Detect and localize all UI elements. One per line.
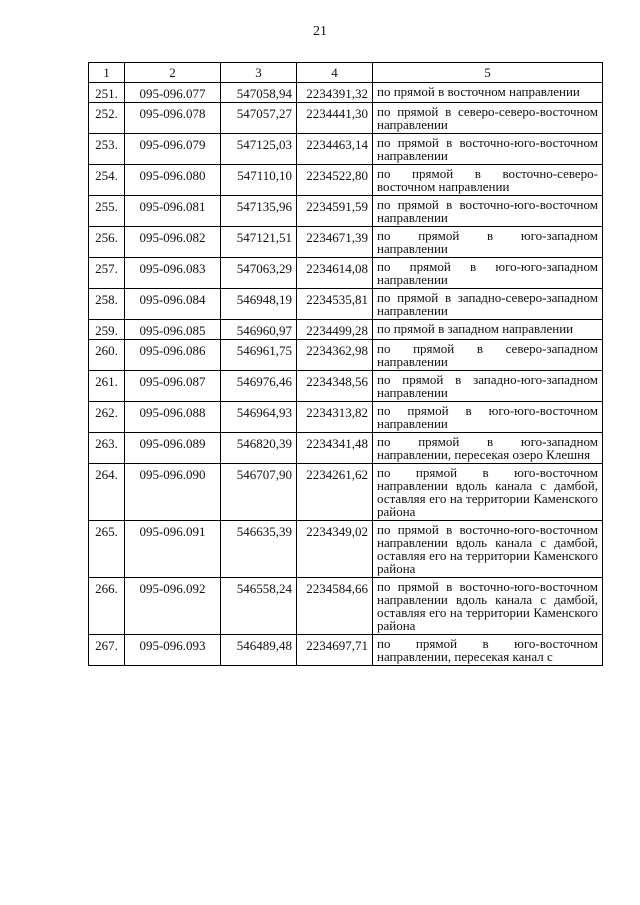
table-row [89, 165, 603, 196]
column-header: 3 [221, 63, 297, 83]
table-row [89, 134, 603, 165]
point-id: 095-096.080 [125, 165, 221, 196]
coordinate-y: 2234499,28 [297, 320, 373, 340]
table-header-row [89, 63, 603, 83]
coordinate-y: 2234391,32 [297, 83, 373, 103]
coordinate-y: 2234535,81 [297, 289, 373, 320]
coordinate-y: 2234614,08 [297, 258, 373, 289]
table-row [89, 402, 603, 433]
coordinates-table [88, 62, 603, 666]
row-number: 265. [89, 521, 125, 578]
direction-description: по прямой в восточно-юго-восточном направлении [373, 134, 603, 165]
coordinate-x: 546707,90 [221, 464, 297, 521]
row-number: 267. [89, 635, 125, 666]
row-number: 258. [89, 289, 125, 320]
coordinate-x: 546820,39 [221, 433, 297, 464]
point-id: 095-096.078 [125, 103, 221, 134]
table-row [89, 83, 603, 103]
coordinate-y: 2234697,71 [297, 635, 373, 666]
point-id: 095-096.083 [125, 258, 221, 289]
coordinate-y: 2234362,98 [297, 340, 373, 371]
point-id: 095-096.090 [125, 464, 221, 521]
point-id: 095-096.079 [125, 134, 221, 165]
table-row [89, 433, 603, 464]
point-id: 095-096.092 [125, 578, 221, 635]
coordinate-x: 546635,39 [221, 521, 297, 578]
coordinate-x: 546960,97 [221, 320, 297, 340]
table-row [89, 521, 603, 578]
coordinate-x: 547057,27 [221, 103, 297, 134]
coordinate-x: 546961,75 [221, 340, 297, 371]
coordinate-y: 2234591,59 [297, 196, 373, 227]
row-number: 264. [89, 464, 125, 521]
coordinate-x: 546558,24 [221, 578, 297, 635]
point-id: 095-096.086 [125, 340, 221, 371]
table-row [89, 635, 603, 666]
column-header: 2 [125, 63, 221, 83]
column-header: 1 [89, 63, 125, 83]
coordinate-x: 546976,46 [221, 371, 297, 402]
direction-description: по прямой в юго-юго-восточном направлении [373, 402, 603, 433]
direction-description: по прямой в восточно-юго-восточном направлении [373, 196, 603, 227]
direction-description: по прямой в юго-западном направлении [373, 227, 603, 258]
table-row [89, 371, 603, 402]
direction-description: по прямой в западно-юго-западном направлении [373, 371, 603, 402]
coordinate-y: 2234463,14 [297, 134, 373, 165]
row-number: 252. [89, 103, 125, 134]
table-row [89, 578, 603, 635]
row-number: 260. [89, 340, 125, 371]
coordinate-y: 2234348,56 [297, 371, 373, 402]
table-row [89, 227, 603, 258]
direction-description: по прямой в юго-западном направлении, пересекая озеро Клешня [373, 433, 603, 464]
table-row [89, 258, 603, 289]
row-number: 257. [89, 258, 125, 289]
coordinate-x: 546489,48 [221, 635, 297, 666]
coordinate-y: 2234349,02 [297, 521, 373, 578]
point-id: 095-096.089 [125, 433, 221, 464]
direction-description: по прямой в восточно-юго-восточном направлении вдоль канала с дамбой, оставляя его на территории Каменского района [373, 578, 603, 635]
coordinate-x: 547058,94 [221, 83, 297, 103]
point-id: 095-096.081 [125, 196, 221, 227]
column-header: 4 [297, 63, 373, 83]
table-row [89, 289, 603, 320]
point-id: 095-096.087 [125, 371, 221, 402]
point-id: 095-096.085 [125, 320, 221, 340]
coordinate-y: 2234261,62 [297, 464, 373, 521]
row-number: 254. [89, 165, 125, 196]
direction-description: по прямой в юго-восточном направлении вдоль канала с дамбой, оставляя его на территории Каменского района [373, 464, 603, 521]
point-id: 095-096.091 [125, 521, 221, 578]
direction-description: по прямой в северо-западном направлении [373, 340, 603, 371]
row-number: 255. [89, 196, 125, 227]
coordinate-y: 2234522,80 [297, 165, 373, 196]
coordinate-x: 547110,10 [221, 165, 297, 196]
coordinate-y: 2234313,82 [297, 402, 373, 433]
table-row [89, 196, 603, 227]
row-number: 256. [89, 227, 125, 258]
direction-description: по прямой в западном направлении [373, 320, 603, 340]
row-number: 251. [89, 83, 125, 103]
coordinate-x: 547063,29 [221, 258, 297, 289]
point-id: 095-096.077 [125, 83, 221, 103]
coordinate-x: 546964,93 [221, 402, 297, 433]
coordinate-y: 2234441,30 [297, 103, 373, 134]
point-id: 095-096.088 [125, 402, 221, 433]
coordinate-x: 547121,51 [221, 227, 297, 258]
point-id: 095-096.093 [125, 635, 221, 666]
table-row [89, 103, 603, 134]
row-number: 262. [89, 402, 125, 433]
coordinate-x: 547125,03 [221, 134, 297, 165]
direction-description: по прямой в западно-северо-западном направлении [373, 289, 603, 320]
coordinate-x: 547135,96 [221, 196, 297, 227]
table-row [89, 340, 603, 371]
direction-description: по прямой в юго-восточном направлении, пересекая канал с [373, 635, 603, 666]
page-number: 21 [313, 24, 327, 39]
row-number: 261. [89, 371, 125, 402]
coordinate-y: 2234584,66 [297, 578, 373, 635]
coordinate-x: 546948,19 [221, 289, 297, 320]
direction-description: по прямой в северо-северо-восточном направлении [373, 103, 603, 134]
row-number: 259. [89, 320, 125, 340]
direction-description: по прямой в восточно-северо-восточном направлении [373, 165, 603, 196]
row-number: 253. [89, 134, 125, 165]
column-header: 5 [373, 63, 603, 83]
direction-description: по прямой в восточном направлении [373, 83, 603, 103]
direction-description: по прямой в юго-юго-западном направлении [373, 258, 603, 289]
table-row [89, 464, 603, 521]
row-number: 266. [89, 578, 125, 635]
coordinate-y: 2234671,39 [297, 227, 373, 258]
row-number: 263. [89, 433, 125, 464]
point-id: 095-096.082 [125, 227, 221, 258]
point-id: 095-096.084 [125, 289, 221, 320]
coordinate-y: 2234341,48 [297, 433, 373, 464]
table-row [89, 320, 603, 340]
direction-description: по прямой в восточно-юго-восточном направлении вдоль канала с дамбой, оставляя его на территории Каменского района [373, 521, 603, 578]
